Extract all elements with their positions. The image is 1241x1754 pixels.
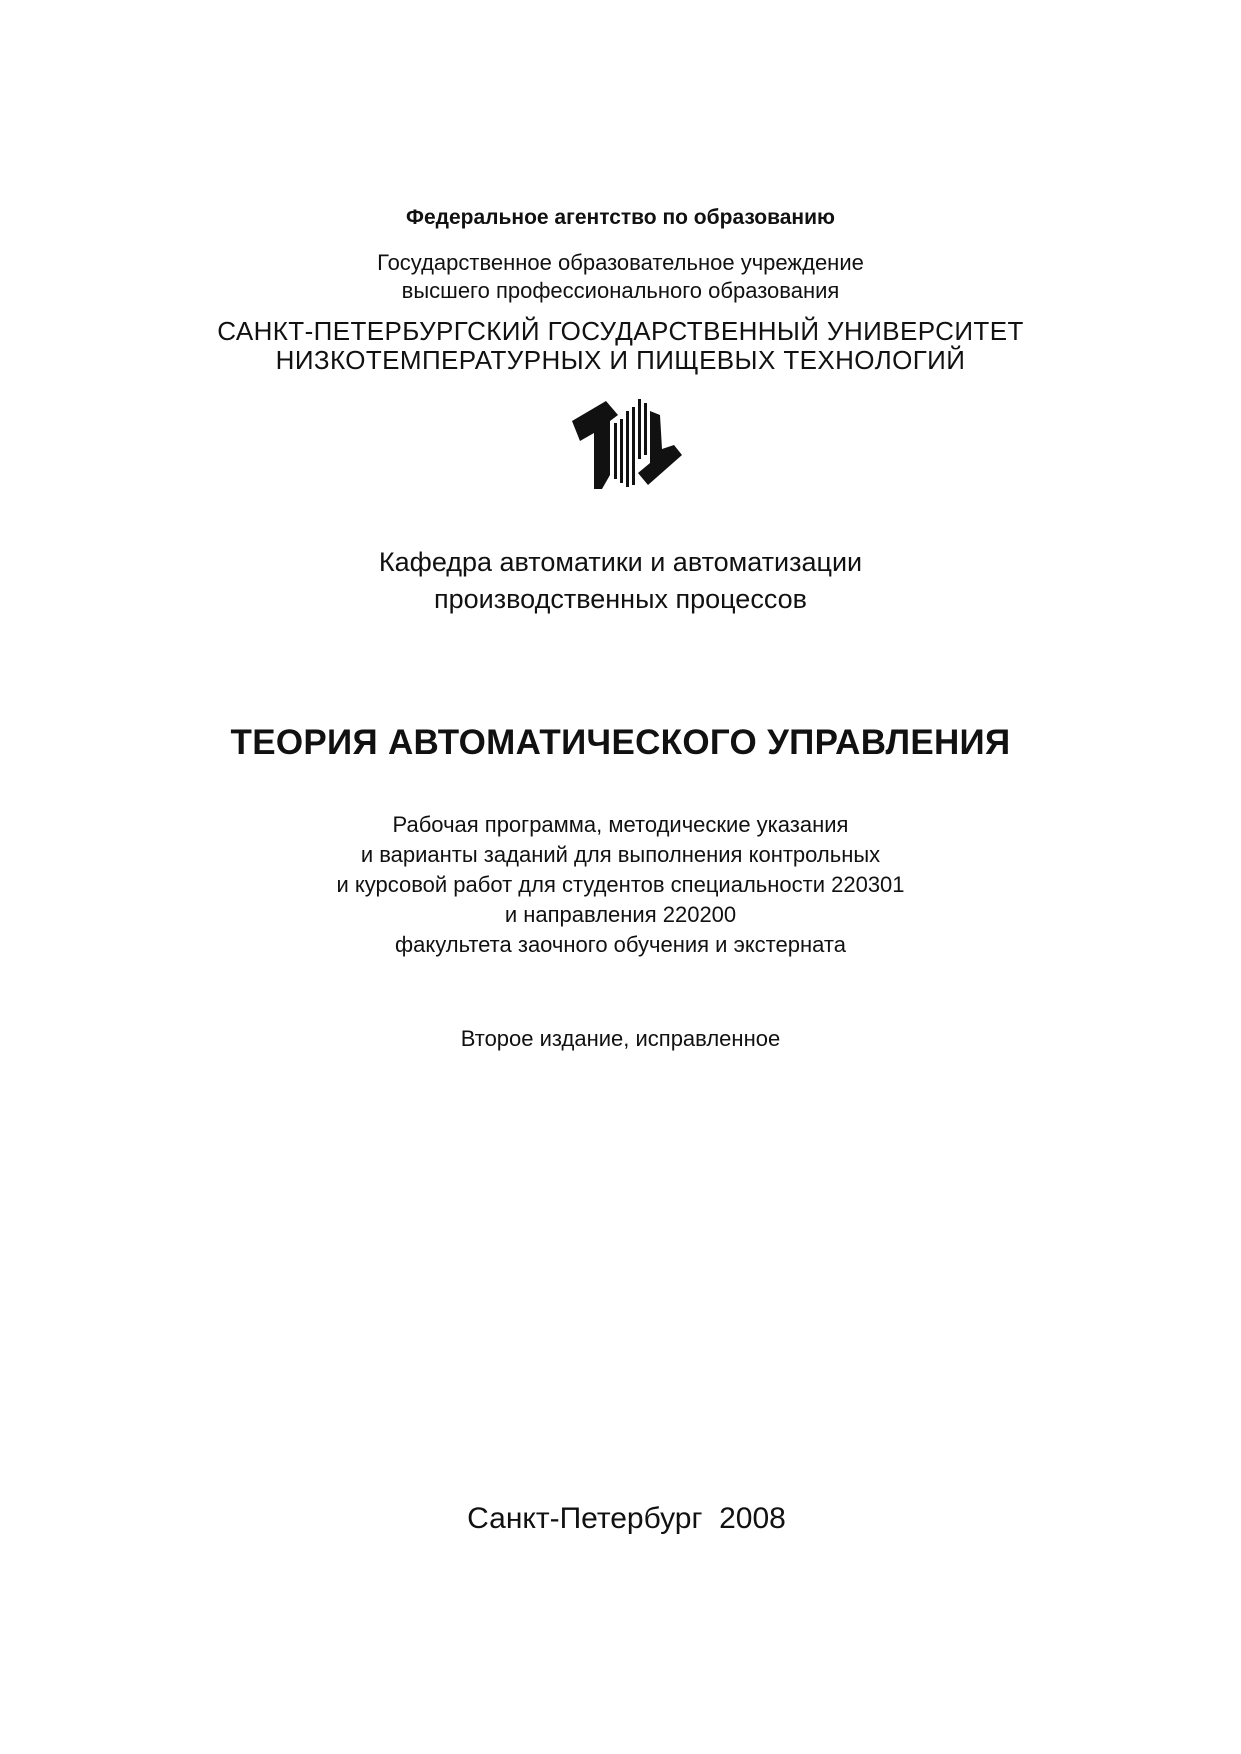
- university-name-line-1: САНКТ-ПЕТЕРБУРГСКИЙ ГОСУДАРСТВЕННЫЙ УНИВЕРСИТЕТ: [217, 316, 1024, 346]
- description-line-2: и варианты заданий для выполнения контрольных: [360, 842, 881, 867]
- description-line-3: и курсовой работ для студентов специальности 220301: [336, 872, 905, 897]
- description-line-4: и направления 220200: [504, 902, 737, 927]
- department-line-2: производственных процессов: [434, 584, 807, 614]
- edition-note: Второе издание, исправленное: [460, 1026, 781, 1051]
- document-title: ТЕОРИЯ АВТОМАТИЧЕСКОГО УПРАВЛЕНИЯ: [230, 723, 1011, 762]
- institution-line-1: Государственное образовательное учреждение: [377, 250, 864, 275]
- city-year: Санкт-Петербург 2008: [467, 1502, 786, 1535]
- description-line-1: Рабочая программа, методические указания: [392, 812, 849, 837]
- institution-line-2: высшего профессионального образования: [401, 278, 840, 303]
- department-line-1: Кафедра автоматики и автоматизации: [378, 547, 863, 577]
- university-name-line-2: НИЗКОТЕМПЕРАТУРНЫХ И ПИЩЕВЫХ ТЕХНОЛОГИЙ: [275, 345, 966, 375]
- university-emblem-icon: [570, 393, 685, 497]
- agency-name: Федеральное агентство по образованию: [406, 206, 835, 229]
- description-line-5: факультета заочного обучения и экстерната: [395, 932, 846, 957]
